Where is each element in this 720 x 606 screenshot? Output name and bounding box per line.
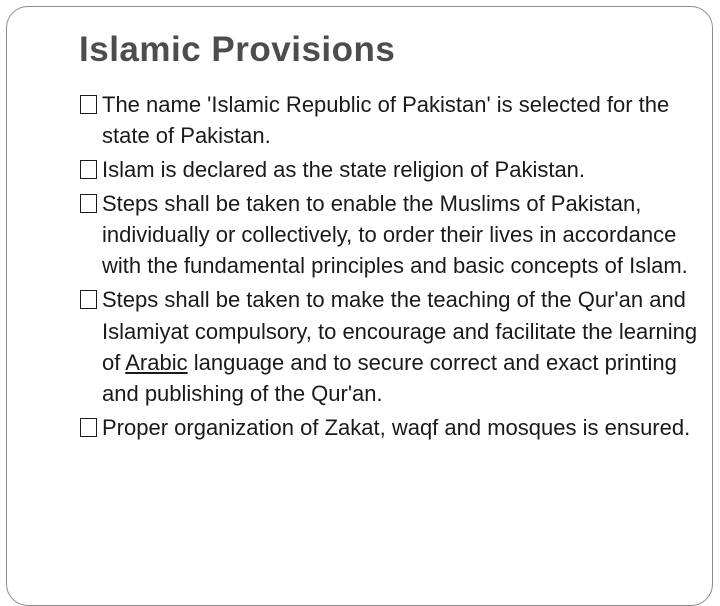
bullet-text-after-link: language and to secure correct and exact printing and publishing of the Qur'an. <box>102 349 677 407</box>
bullet-item <box>80 89 705 152</box>
bullet-text-before-link: Steps shall be taken to make the teaching of the Qur'an and Islamiyat compulsory, to encourage and facilitate the learning of <box>102 287 698 375</box>
square-bullet-icon <box>80 290 97 309</box>
bullet-item <box>80 284 705 409</box>
square-bullet-icon <box>80 194 97 213</box>
bullet-list <box>80 89 705 446</box>
square-bullet-icon <box>80 95 97 114</box>
bullet-item <box>80 412 705 443</box>
bullet-text: Steps shall be taken to enable the Muslims of Pakistan, individually or collectively, to order their lives in accordance with the fundamental principles and basic concepts of Islam. <box>102 190 688 279</box>
bullet-item <box>80 154 705 185</box>
square-bullet-icon <box>80 418 97 437</box>
bullet-item <box>80 188 705 282</box>
bullet-text: Islam is declared as the state religion of Pakistan. <box>102 157 586 183</box>
bullet-text: The name 'Islamic Republic of Pakistan' is selected for the state of Pakistan. <box>102 92 670 149</box>
square-bullet-icon <box>80 160 97 179</box>
slide-title: Islamic Provisions <box>79 30 396 69</box>
bullet-text: Proper organization of Zakat, waqf and mosques is ensured. <box>102 414 691 440</box>
arabic-link[interactable]: Arabic <box>125 349 188 375</box>
